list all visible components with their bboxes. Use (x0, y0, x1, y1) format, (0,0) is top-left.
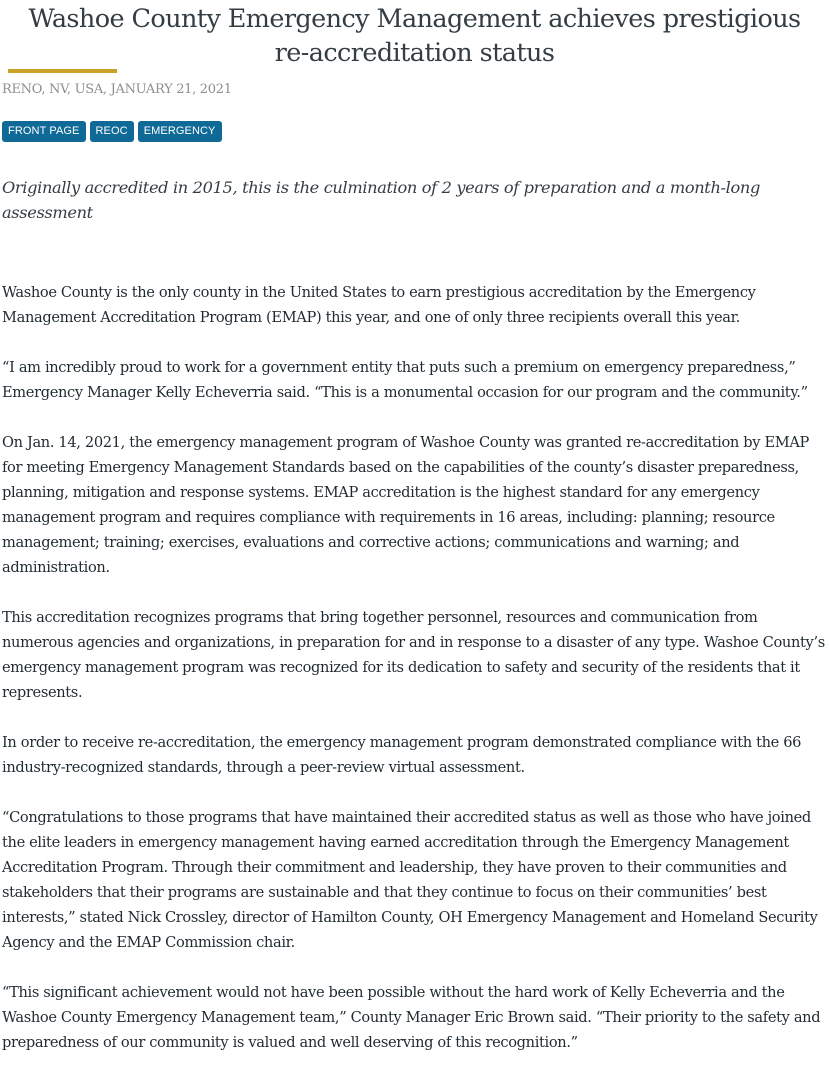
article-lede: Originally accredited in 2015, this is the culmination of 2 years of preparation and a month-long assessment (2, 178, 760, 222)
paragraph-1: Washoe County is the only county in the United States to earn prestigious accreditation by the Emergency Management Accreditation Program (EMAP) this year, and one of only three recipients overall this year. (2, 284, 756, 326)
tag-list (2, 121, 222, 142)
article-title-line-2: re-accreditation status (274, 38, 555, 68)
tag-emergency[interactable]: EMERGENCY (138, 121, 222, 142)
paragraph-7: “This significant achievement would not have been possible without the hard work of Kelly Echeverria and the Washoe County Emergency Management team,” County Manager Eric Brown said. “Their priority to the safety and preparedness of our community is valued and well deserving of this recognition.” (2, 984, 821, 1051)
paragraph-2: “I am incredibly proud to work for a government entity that puts such a premium on emergency preparedness,” Emergency Manager Kelly Echeverria said. “This is a monumental occasion for our program and the community.” (2, 359, 808, 401)
paragraph-4: This accreditation recognizes programs that bring together personnel, resources and communication from numerous agencies and organizations, in preparation for and in response to a disaster of any type. Washoe County’s emergency management program was recognized for its dedication to safety and security of the residents that it represents. (2, 609, 825, 701)
article-title (0, 0, 829, 70)
dateline: RENO, NV, USA, JANUARY 21, 2021 (2, 82, 232, 97)
title-accent-rule (8, 69, 117, 73)
paragraph-6: “Congratulations to those programs that have maintained their accredited status as well as those who have joined the elite leaders in emergency management having earned accreditation through the Emergency Management Accreditation Program. Through their commitment and leadership, they have proven to their communities and stakeholders that their programs are sustainable and that they continue to focus on their communities’ best interests,” stated Nick Crossley, director of Hamilton County, OH Emergency Management and Homeland Security Agency and the EMAP Commission chair. (2, 809, 818, 951)
paragraph-3: On Jan. 14, 2021, the emergency management program of Washoe County was granted re-accreditation by EMAP for meeting Emergency Management Standards based on the capabilities of the county’s disaster preparedness, planning, mitigation and response systems. EMAP accreditation is the highest standard for any emergency management program and requires compliance with requirements in 16 areas, including: planning; resource management; training; exercises, evaluations and corrective actions; communications and warning; and administration. (2, 434, 809, 576)
tag-reoc[interactable]: REOC (90, 121, 134, 142)
paragraph-5: In order to receive re-accreditation, the emergency management program demonstrated compliance with the 66 industry-recognized standards, through a peer-review virtual assessment. (2, 734, 802, 776)
tag-front-page[interactable]: FRONT PAGE (2, 121, 86, 142)
article-title-line-1: Washoe County Emergency Management achieves prestigious (28, 4, 801, 34)
article-body (2, 280, 829, 1080)
